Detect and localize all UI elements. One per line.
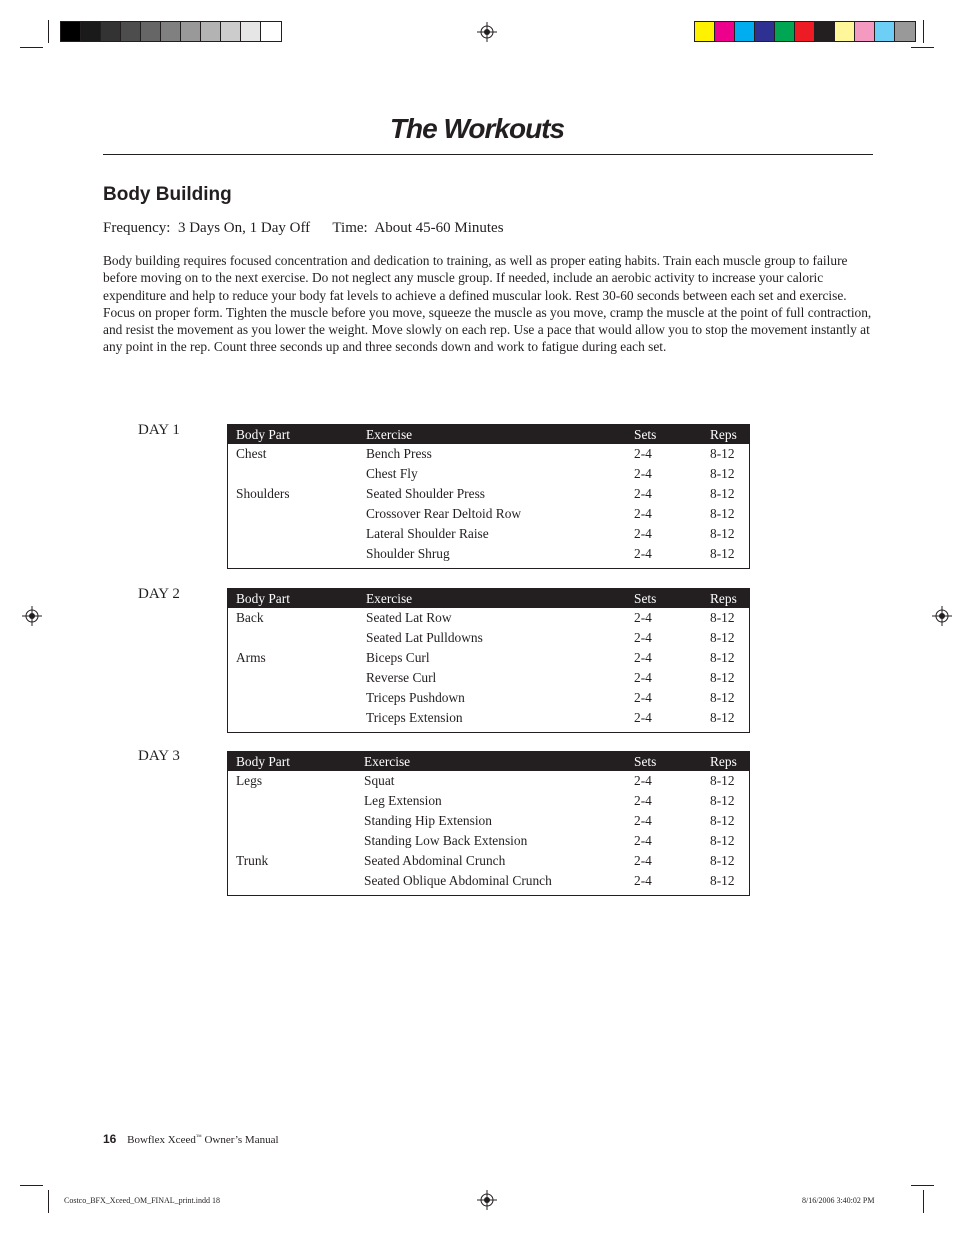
color-swatch	[695, 22, 715, 41]
cell-body-part: Trunk	[236, 853, 269, 868]
table-header-row	[228, 752, 750, 772]
cell-sets: 2-4	[634, 853, 652, 868]
cell-exercise: Bench Press	[366, 446, 432, 461]
cell-reps: 8-12	[710, 506, 735, 521]
header-reps: Reps	[702, 425, 750, 445]
cell-body-part: Back	[236, 610, 264, 625]
color-swatch	[121, 22, 141, 41]
cell-exercise: Shoulder Shrug	[366, 546, 450, 561]
color-swatch	[181, 22, 201, 41]
color-swatch	[61, 22, 81, 41]
cell-sets: 2-4	[634, 650, 652, 665]
cell-sets: 2-4	[634, 873, 652, 888]
cell-exercise: Crossover Rear Deltoid Row	[366, 506, 522, 521]
table-row	[228, 608, 750, 628]
workout-table-day-1	[227, 424, 750, 569]
day-label: DAY 1	[138, 422, 180, 438]
cell-reps: 8-12	[710, 710, 735, 725]
cell-body-part: Arms	[236, 650, 266, 665]
cell-sets: 2-4	[634, 466, 652, 481]
cell-sets: 2-4	[634, 710, 652, 725]
table-row	[228, 851, 750, 871]
cell-sets: 2-4	[634, 813, 652, 828]
color-swatch	[261, 22, 281, 41]
color-swatch	[795, 22, 815, 41]
table-row	[228, 771, 750, 791]
cell-body-part	[228, 708, 359, 733]
slug-timestamp: 8/16/2006 3:40:02 PM	[802, 1196, 875, 1205]
table-row	[228, 484, 750, 504]
cell-body-part	[228, 544, 359, 569]
color-swatch	[895, 22, 915, 41]
cell-reps: 8-12	[710, 650, 735, 665]
cell-exercise: Seated Oblique Abdominal Crunch	[364, 873, 552, 888]
cell-sets: 2-4	[634, 670, 652, 685]
cell-exercise: Standing Low Back Extension	[364, 833, 528, 848]
header-sets: Sets	[626, 425, 702, 445]
cell-reps: 8-12	[710, 813, 735, 828]
cell-sets: 2-4	[634, 506, 652, 521]
color-swatch	[161, 22, 181, 41]
color-swatch	[241, 22, 261, 41]
crop-mark	[923, 20, 924, 43]
header-reps: Reps	[702, 589, 750, 609]
cell-sets: 2-4	[634, 773, 652, 788]
manual-title: Bowflex Xceed	[127, 1134, 196, 1146]
cell-body-part	[228, 791, 357, 811]
cell-reps: 8-12	[710, 773, 735, 788]
table-row	[228, 668, 750, 688]
cell-body-part	[228, 871, 357, 896]
table-row	[228, 688, 750, 708]
color-swatch	[101, 22, 121, 41]
table-row	[228, 648, 750, 668]
table-row	[228, 628, 750, 648]
table-row	[228, 504, 750, 524]
color-swatch	[875, 22, 895, 41]
cell-body-part: Legs	[236, 773, 263, 788]
crop-mark	[48, 1190, 49, 1213]
color-swatch	[755, 22, 775, 41]
cell-reps: 8-12	[710, 833, 735, 848]
section-title: Body Building	[103, 184, 232, 205]
table-row	[228, 464, 750, 484]
cell-sets: 2-4	[634, 793, 652, 808]
header-exercise: Exercise	[356, 752, 626, 772]
cell-body-part	[228, 688, 359, 708]
body-paragraph: Body building requires focused concentration and dedication to training, as well as proper eating habits. Train each muscle group to failure before moving on to the next exercise. Do not neglect any muscle group. If needed, include an aerobic activity to increase your caloric expenditure and help to reduce your body fat levels to achieve a defined muscular look. Rest 30-60 seconds between each set and exercise. Focus on proper form. Tighten the muscle before you move, squeeze the muscle as you move, cramp the muscle at the point of full contraction, and resist the movement as you lower the weight. Move slowly on each rep. Use a pace that would allow you to stop the movement instantly at any point in the rep. Count three seconds up and three seconds down and work to fatigue during each set.	[103, 253, 872, 355]
day-label: DAY 2	[138, 586, 180, 602]
cell-reps: 8-12	[710, 670, 735, 685]
cell-exercise: Seated Shoulder Press	[366, 486, 486, 501]
cell-sets: 2-4	[634, 690, 652, 705]
grayscale-bar	[60, 21, 282, 42]
cell-body-part: Chest	[236, 446, 267, 461]
cell-sets: 2-4	[634, 446, 652, 461]
table-row	[228, 444, 750, 464]
cell-exercise: Leg Extension	[364, 793, 442, 808]
page-footer	[103, 1132, 279, 1146]
crop-mark	[923, 1190, 924, 1213]
cell-reps: 8-12	[710, 466, 735, 481]
title-rule	[103, 154, 873, 155]
cell-sets: 2-4	[634, 546, 652, 561]
cell-exercise: Triceps Pushdown	[366, 690, 465, 705]
header-exercise: Exercise	[358, 589, 626, 609]
cell-exercise: Biceps Curl	[366, 650, 430, 665]
cell-body-part	[228, 668, 359, 688]
cell-reps: 8-12	[710, 546, 735, 561]
header-exercise: Exercise	[358, 425, 626, 445]
cell-reps: 8-12	[710, 610, 735, 625]
crop-mark	[20, 1185, 43, 1186]
registration-mark-icon	[932, 606, 952, 626]
table-row	[228, 831, 750, 851]
header-sets: Sets	[626, 752, 702, 772]
page-number: 16	[103, 1132, 117, 1146]
cell-exercise: Seated Lat Row	[366, 610, 452, 625]
table-row	[228, 544, 750, 569]
cell-exercise: Seated Abdominal Crunch	[364, 853, 506, 868]
slug-filename: Costco_BFX_Xceed_OM_FINAL_print.indd 18	[64, 1196, 220, 1205]
page-title: The Workouts	[389, 113, 565, 144]
workout-table-day-3	[227, 751, 750, 896]
cell-exercise: Chest Fly	[366, 466, 418, 481]
color-swatch	[221, 22, 241, 41]
color-swatch	[775, 22, 795, 41]
cell-body-part	[228, 524, 359, 544]
cell-sets: 2-4	[634, 526, 652, 541]
color-swatch	[201, 22, 221, 41]
cell-reps: 8-12	[710, 486, 735, 501]
cell-body-part	[228, 504, 359, 524]
table-row	[228, 791, 750, 811]
cell-sets: 2-4	[634, 833, 652, 848]
crop-mark	[911, 47, 934, 48]
table-header-row	[228, 425, 750, 445]
cell-body-part: Shoulders	[236, 486, 290, 501]
frequency-line: Frequency: 3 Days On, 1 Day Off Time: About 45-60 Minutes	[103, 220, 504, 236]
color-swatch	[141, 22, 161, 41]
header-body-part: Body Part	[228, 752, 357, 772]
cell-exercise: Triceps Extension	[366, 710, 463, 725]
crop-mark	[20, 47, 43, 48]
cell-reps: 8-12	[710, 690, 735, 705]
cell-sets: 2-4	[634, 486, 652, 501]
color-swatch	[815, 22, 835, 41]
cell-sets: 2-4	[634, 610, 652, 625]
cell-reps: 8-12	[710, 630, 735, 645]
crop-mark	[48, 20, 49, 43]
table-header-row	[228, 589, 750, 609]
table-row	[228, 871, 750, 896]
registration-mark-icon	[477, 22, 497, 42]
cell-exercise: Reverse Curl	[366, 670, 437, 685]
table-row	[228, 708, 750, 733]
table-row	[228, 811, 750, 831]
header-reps: Reps	[702, 752, 750, 772]
color-swatch	[855, 22, 875, 41]
cell-reps: 8-12	[710, 853, 735, 868]
cell-sets: 2-4	[634, 630, 652, 645]
cell-body-part	[228, 628, 359, 648]
cell-reps: 8-12	[710, 873, 735, 888]
cell-body-part	[228, 811, 357, 831]
table-row	[228, 524, 750, 544]
cell-exercise: Standing Hip Extension	[364, 813, 492, 828]
day-label: DAY 3	[138, 748, 180, 764]
color-swatch	[715, 22, 735, 41]
trademark-symbol: ™	[195, 1134, 202, 1141]
header-sets: Sets	[626, 589, 702, 609]
cell-exercise: Squat	[364, 773, 395, 788]
cell-body-part	[228, 831, 357, 851]
registration-mark-icon	[22, 606, 42, 626]
manual-title-suffix: Owner’s Manual	[201, 1134, 279, 1146]
crop-mark	[911, 1185, 934, 1186]
registration-mark-icon	[477, 1190, 497, 1210]
header-body-part: Body Part	[228, 589, 359, 609]
color-bar	[694, 21, 916, 42]
color-swatch	[735, 22, 755, 41]
cell-reps: 8-12	[710, 526, 735, 541]
cell-exercise: Lateral Shoulder Raise	[366, 526, 489, 541]
cell-body-part	[228, 464, 359, 484]
workout-table-day-2	[227, 588, 750, 733]
cell-reps: 8-12	[710, 446, 735, 461]
header-body-part: Body Part	[228, 425, 359, 445]
cell-exercise: Seated Lat Pulldowns	[366, 630, 483, 645]
color-swatch	[81, 22, 101, 41]
cell-reps: 8-12	[710, 793, 735, 808]
color-swatch	[835, 22, 855, 41]
